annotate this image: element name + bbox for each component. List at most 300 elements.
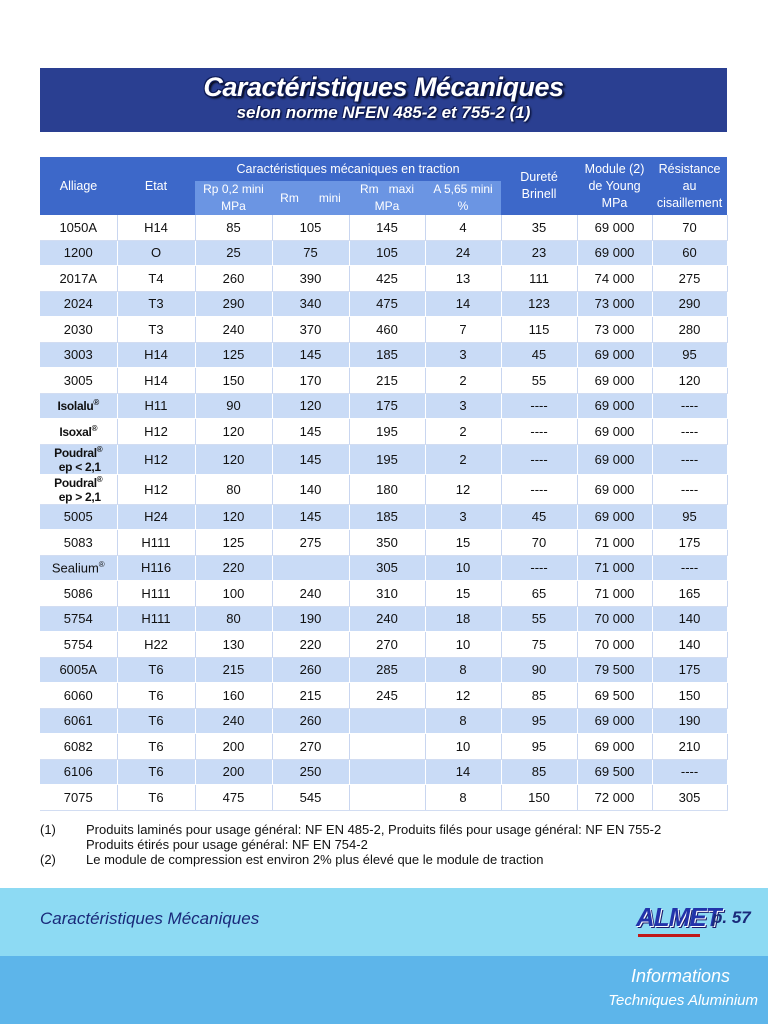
brinell-cell: 35 — [501, 215, 577, 240]
rp-cell: 80 — [195, 606, 272, 632]
etat-cell: T6 — [117, 759, 195, 785]
header-module-line1: Module (2) — [584, 161, 645, 176]
footer-section-title: Caractéristiques Mécaniques — [40, 909, 260, 928]
alliage-name: 3005 — [63, 372, 93, 388]
a-cell: 10 — [425, 734, 501, 760]
table-row — [40, 683, 727, 709]
cisaillement-cell: ---- — [652, 474, 727, 504]
alliage-name: Poudral — [54, 445, 97, 460]
brinell-cell: ---- — [501, 393, 577, 419]
rm-maxi-cell: 215 — [349, 368, 425, 394]
cisaillement-cell: 70 — [652, 215, 727, 240]
rm-mini-cell: 260 — [272, 657, 349, 683]
alliage-cell — [40, 368, 117, 394]
header-resistance-line2: au cisaillement — [656, 178, 723, 210]
rm-mini-cell: 105 — [272, 215, 349, 240]
a-cell: 8 — [425, 785, 501, 811]
alliage-name: 5754 — [63, 611, 93, 627]
rp-cell: 90 — [195, 393, 272, 419]
rm-mini-cell: 270 — [272, 734, 349, 760]
a-cell: 2 — [425, 419, 501, 445]
page-title: Caractéristiques Mécaniques — [203, 72, 564, 102]
rm-maxi-cell: 145 — [349, 215, 425, 240]
rp-cell: 290 — [195, 291, 272, 317]
alliage-cell — [40, 317, 117, 343]
table-row — [40, 581, 727, 607]
alliage-name: Poudral — [54, 475, 97, 490]
young-cell: 69 000 — [577, 444, 652, 474]
a-cell: 2 — [425, 444, 501, 474]
young-cell: 70 000 — [577, 606, 652, 632]
brinell-cell: 85 — [501, 683, 577, 709]
etat-cell: H12 — [117, 444, 195, 474]
a-cell: 3 — [425, 342, 501, 368]
header-rp-line2: MPa — [221, 199, 246, 213]
footer-info-line2: Techniques Aluminium — [608, 992, 758, 1009]
etat-cell: H12 — [117, 419, 195, 445]
header-resistance — [652, 157, 727, 215]
brinell-cell: 111 — [501, 266, 577, 292]
rp-cell: 200 — [195, 734, 272, 760]
rm-maxi-cell: 350 — [349, 530, 425, 556]
header-resistance-line1: Résistance — [658, 161, 721, 176]
a-cell: 14 — [425, 291, 501, 317]
footer-info-line1: Informations — [630, 966, 730, 986]
rm-maxi-cell: 285 — [349, 657, 425, 683]
young-cell: 69 000 — [577, 215, 652, 240]
table-row — [40, 530, 727, 556]
cisaillement-cell: 140 — [652, 632, 727, 658]
rm-mini-cell: 220 — [272, 632, 349, 658]
alliage-cell — [40, 393, 117, 419]
cisaillement-cell: 120 — [652, 368, 727, 394]
a-cell: 12 — [425, 683, 501, 709]
alliage-cell — [40, 474, 117, 504]
rp-cell: 100 — [195, 581, 272, 607]
footnote — [40, 852, 740, 867]
cisaillement-cell: ---- — [652, 419, 727, 445]
alliage-name: 2030 — [63, 321, 93, 337]
rm-maxi-cell: 185 — [349, 342, 425, 368]
page-number: p. 57 — [712, 908, 751, 927]
etat-cell: H111 — [117, 581, 195, 607]
rp-cell: 120 — [195, 504, 272, 530]
header-rp-line1: Rp 0,2 mini — [203, 182, 264, 196]
cisaillement-cell: 175 — [652, 530, 727, 556]
cisaillement-cell: 210 — [652, 734, 727, 760]
rm-mini-cell: 545 — [272, 785, 349, 811]
brinell-cell: ---- — [501, 419, 577, 445]
alliage-cell — [40, 581, 117, 607]
young-cell: 71 000 — [577, 530, 652, 556]
cisaillement-cell: ---- — [652, 444, 727, 474]
brinell-cell: 55 — [501, 606, 577, 632]
cisaillement-cell: 140 — [652, 606, 727, 632]
header-rm-maxi-line1: Rm maxi — [360, 182, 414, 196]
alliage-cell — [40, 444, 117, 474]
footnote-line: Produits étirés pour usage général: NF EN 754-2 — [86, 837, 368, 852]
cisaillement-cell: 60 — [652, 240, 727, 266]
table-row — [40, 444, 727, 474]
rm-maxi-cell: 245 — [349, 683, 425, 709]
etat-cell: H14 — [117, 368, 195, 394]
rp-cell: 80 — [195, 474, 272, 504]
a-cell: 8 — [425, 657, 501, 683]
almet-logo: ALMET — [636, 902, 721, 932]
table-row — [40, 555, 727, 581]
alliage-name: 5083 — [63, 534, 93, 550]
rp-cell: 120 — [195, 419, 272, 445]
young-cell: 69 500 — [577, 759, 652, 785]
rp-cell: 120 — [195, 444, 272, 474]
properties-table — [40, 157, 728, 811]
etat-cell: T6 — [117, 734, 195, 760]
footnote-number: (2) — [40, 852, 56, 867]
alliage-cell — [40, 785, 117, 811]
rm-mini-cell: 390 — [272, 266, 349, 292]
a-cell: 24 — [425, 240, 501, 266]
cisaillement-cell: 290 — [652, 291, 727, 317]
table-row — [40, 215, 727, 240]
rp-cell: 200 — [195, 759, 272, 785]
a-cell: 14 — [425, 759, 501, 785]
young-cell: 74 000 — [577, 266, 652, 292]
cisaillement-cell: 275 — [652, 266, 727, 292]
rm-mini-cell: 250 — [272, 759, 349, 785]
etat-cell: T6 — [117, 708, 195, 734]
rm-mini-cell: 145 — [272, 419, 349, 445]
rp-cell: 125 — [195, 530, 272, 556]
header-module — [577, 157, 652, 215]
etat-cell: T3 — [117, 291, 195, 317]
alliage-name: 6060 — [63, 687, 93, 703]
alliage-suffix: ep > 2,1 — [55, 489, 101, 504]
cisaillement-cell: 95 — [652, 504, 727, 530]
a-cell: 15 — [425, 581, 501, 607]
cisaillement-cell: 150 — [652, 683, 727, 709]
etat-cell: H11 — [117, 393, 195, 419]
young-cell: 69 000 — [577, 474, 652, 504]
rm-mini-cell: 145 — [272, 504, 349, 530]
rp-cell: 125 — [195, 342, 272, 368]
header-a-line1: A 5,65 mini — [433, 182, 493, 196]
rm-mini-cell: 190 — [272, 606, 349, 632]
table-row — [40, 266, 727, 292]
etat-cell: H111 — [117, 530, 195, 556]
footer-info-band — [0, 956, 768, 1024]
footer-section-band — [0, 888, 768, 956]
alliage-cell — [40, 657, 117, 683]
alliage-name: 5754 — [63, 636, 93, 652]
a-cell: 3 — [425, 504, 501, 530]
rp-cell: 240 — [195, 708, 272, 734]
young-cell: 69 000 — [577, 734, 652, 760]
etat-cell: H14 — [117, 342, 195, 368]
a-cell: 8 — [425, 708, 501, 734]
alliage-suffix: ep < 2,1 — [55, 459, 101, 474]
rm-maxi-cell: 180 — [349, 474, 425, 504]
table-row — [40, 393, 727, 419]
brinell-cell: 45 — [501, 342, 577, 368]
etat-cell: H22 — [117, 632, 195, 658]
footnote — [40, 822, 740, 852]
rp-cell: 150 — [195, 368, 272, 394]
a-cell: 15 — [425, 530, 501, 556]
brinell-cell: 55 — [501, 368, 577, 394]
header-traction-group: Caractéristiques mécaniques en traction — [195, 157, 501, 181]
young-cell: 73 000 — [577, 317, 652, 343]
rm-mini-cell: 340 — [272, 291, 349, 317]
rp-cell: 260 — [195, 266, 272, 292]
header-rp — [195, 181, 272, 215]
rp-cell: 240 — [195, 317, 272, 343]
brinell-cell: 123 — [501, 291, 577, 317]
alliage-name: 6106 — [63, 764, 93, 780]
rp-cell: 25 — [195, 240, 272, 266]
alliage-name: 1050A — [59, 219, 98, 235]
young-cell: 71 000 — [577, 581, 652, 607]
rm-maxi-cell — [349, 759, 425, 785]
rm-maxi-cell: 175 — [349, 393, 425, 419]
rm-maxi-cell: 240 — [349, 606, 425, 632]
brinell-cell: ---- — [501, 444, 577, 474]
rm-mini-cell: 120 — [272, 393, 349, 419]
etat-cell: H111 — [117, 606, 195, 632]
table-row — [40, 368, 727, 394]
table-row — [40, 734, 727, 760]
rm-maxi-cell: 105 — [349, 240, 425, 266]
a-cell: 2 — [425, 368, 501, 394]
rm-mini-cell: 145 — [272, 444, 349, 474]
header-etat: Etat — [117, 157, 195, 215]
young-cell: 69 000 — [577, 368, 652, 394]
alliage-cell — [40, 342, 117, 368]
table-row — [40, 504, 727, 530]
alliage-cell — [40, 530, 117, 556]
rm-mini-cell: 260 — [272, 708, 349, 734]
alliage-cell — [40, 632, 117, 658]
alliage-name: 7075 — [63, 789, 93, 805]
rm-mini-cell: 275 — [272, 530, 349, 556]
a-cell: 10 — [425, 632, 501, 658]
rm-maxi-cell: 195 — [349, 419, 425, 445]
brinell-cell: 45 — [501, 504, 577, 530]
registered-mark: ® — [91, 423, 98, 433]
alliage-name: 2017A — [59, 270, 98, 286]
rm-maxi-cell: 425 — [349, 266, 425, 292]
young-cell: 69 500 — [577, 683, 652, 709]
rm-maxi-cell: 270 — [349, 632, 425, 658]
registered-mark: ® — [93, 398, 100, 408]
etat-cell: O — [117, 240, 195, 266]
a-cell: 18 — [425, 606, 501, 632]
brinell-cell: 75 — [501, 632, 577, 658]
rm-mini-cell — [272, 555, 349, 581]
header-durete: Dureté Brinell — [501, 157, 577, 215]
a-cell: 4 — [425, 215, 501, 240]
table-row — [40, 342, 727, 368]
title-banner — [40, 68, 727, 132]
brinell-cell: 95 — [501, 734, 577, 760]
table-row — [40, 419, 727, 445]
table-row — [40, 785, 727, 811]
cisaillement-cell: 95 — [652, 342, 727, 368]
young-cell: 71 000 — [577, 555, 652, 581]
etat-cell: T4 — [117, 266, 195, 292]
cisaillement-cell: ---- — [652, 393, 727, 419]
rm-maxi-cell: 460 — [349, 317, 425, 343]
brinell-cell: 65 — [501, 581, 577, 607]
etat-cell: H14 — [117, 215, 195, 240]
alliage-name: 2024 — [63, 296, 93, 312]
etat-cell: T6 — [117, 683, 195, 709]
page-subtitle: selon norme NFEN 485-2 et 755-2 (1) — [236, 103, 531, 122]
brinell-cell: 85 — [501, 759, 577, 785]
rm-mini-cell: 240 — [272, 581, 349, 607]
rp-cell: 475 — [195, 785, 272, 811]
etat-cell: H24 — [117, 504, 195, 530]
alliage-cell — [40, 504, 117, 530]
etat-cell: H12 — [117, 474, 195, 504]
brinell-cell: ---- — [501, 474, 577, 504]
rp-cell: 160 — [195, 683, 272, 709]
young-cell: 79 500 — [577, 657, 652, 683]
brinell-cell: 95 — [501, 708, 577, 734]
rm-mini-cell: 145 — [272, 342, 349, 368]
cisaillement-cell: ---- — [652, 555, 727, 581]
cisaillement-cell: 190 — [652, 708, 727, 734]
a-cell: 3 — [425, 393, 501, 419]
table-row — [40, 240, 727, 266]
alliage-cell — [40, 240, 117, 266]
alliage-name: Isolalu — [57, 399, 94, 414]
table-row — [40, 317, 727, 343]
header-a — [425, 181, 501, 215]
etat-cell: T6 — [117, 657, 195, 683]
alliage-cell — [40, 291, 117, 317]
table-row — [40, 657, 727, 683]
etat-cell: H116 — [117, 555, 195, 581]
rm-mini-cell: 140 — [272, 474, 349, 504]
cisaillement-cell: 305 — [652, 785, 727, 811]
table-row — [40, 632, 727, 658]
brinell-cell: 23 — [501, 240, 577, 266]
footnote-line: Produits laminés pour usage général: NF EN 485-2, Produits filés pour usage général: NF EN 755-2 — [86, 822, 662, 837]
logo-underline — [638, 934, 700, 937]
rm-maxi-cell — [349, 734, 425, 760]
registered-mark: ® — [98, 560, 105, 570]
brinell-cell: 90 — [501, 657, 577, 683]
brinell-cell: 70 — [501, 530, 577, 556]
alliage-cell — [40, 419, 117, 445]
table-row — [40, 606, 727, 632]
young-cell: 73 000 — [577, 291, 652, 317]
table-body — [40, 215, 727, 810]
alliage-name: 1200 — [63, 245, 93, 261]
young-cell: 69 000 — [577, 240, 652, 266]
alliage-cell — [40, 759, 117, 785]
brinell-cell: 150 — [501, 785, 577, 811]
rp-cell: 85 — [195, 215, 272, 240]
alliage-cell — [40, 215, 117, 240]
rp-cell: 130 — [195, 632, 272, 658]
rm-maxi-cell: 475 — [349, 291, 425, 317]
rm-maxi-cell: 185 — [349, 504, 425, 530]
header-a-line2: % — [457, 199, 469, 213]
alliage-name: 6082 — [63, 738, 93, 754]
rm-maxi-cell: 195 — [349, 444, 425, 474]
alliage-cell — [40, 683, 117, 709]
young-cell: 69 000 — [577, 419, 652, 445]
header-module-line2: de Young — [588, 178, 641, 193]
etat-cell: T3 — [117, 317, 195, 343]
footnote-text — [86, 822, 740, 852]
header-rm-maxi-line2: MPa — [374, 199, 400, 213]
table-row — [40, 291, 727, 317]
alliage-cell — [40, 555, 117, 581]
young-cell: 69 000 — [577, 393, 652, 419]
rm-maxi-cell — [349, 785, 425, 811]
alliage-name: Isoxal — [59, 424, 92, 439]
alliage-name: 3003 — [63, 347, 93, 363]
table-row — [40, 474, 727, 504]
brinell-cell: ---- — [501, 555, 577, 581]
alliage-name: 6061 — [63, 713, 93, 729]
rm-mini-cell: 75 — [272, 240, 349, 266]
cisaillement-cell: 165 — [652, 581, 727, 607]
footnote-number: (1) — [40, 822, 56, 837]
alliage-name: Sealium — [51, 560, 99, 576]
registered-mark: ® — [96, 474, 103, 484]
rm-maxi-cell: 305 — [349, 555, 425, 581]
rm-mini-cell: 370 — [272, 317, 349, 343]
rp-cell: 215 — [195, 657, 272, 683]
cisaillement-cell: ---- — [652, 759, 727, 785]
rm-maxi-cell: 310 — [349, 581, 425, 607]
footnote-text — [86, 852, 740, 867]
a-cell: 13 — [425, 266, 501, 292]
alliage-name: 5005 — [63, 509, 93, 525]
alliage-cell — [40, 708, 117, 734]
young-cell: 69 000 — [577, 504, 652, 530]
rm-mini-cell: 215 — [272, 683, 349, 709]
header-rm-mini: Rm mini — [272, 181, 349, 215]
cisaillement-cell: 280 — [652, 317, 727, 343]
header-rm-maxi — [349, 181, 425, 215]
young-cell: 72 000 — [577, 785, 652, 811]
registered-mark: ® — [96, 444, 103, 454]
a-cell: 12 — [425, 474, 501, 504]
alliage-name: 6005A — [59, 662, 98, 678]
a-cell: 10 — [425, 555, 501, 581]
rm-mini-cell: 170 — [272, 368, 349, 394]
young-cell: 69 000 — [577, 342, 652, 368]
rp-cell: 220 — [195, 555, 272, 581]
table-row — [40, 708, 727, 734]
young-cell: 69 000 — [577, 708, 652, 734]
footnote-line: Le module de compression est environ 2% plus élevé que le module de traction — [86, 852, 544, 867]
alliage-cell — [40, 266, 117, 292]
rm-maxi-cell — [349, 708, 425, 734]
alliage-cell — [40, 734, 117, 760]
brinell-cell: 115 — [501, 317, 577, 343]
young-cell: 70 000 — [577, 632, 652, 658]
footnotes — [40, 822, 740, 867]
etat-cell: T6 — [117, 785, 195, 811]
alliage-cell — [40, 606, 117, 632]
alliage-name: 5086 — [63, 585, 93, 601]
header-alliage: Alliage — [40, 157, 117, 215]
